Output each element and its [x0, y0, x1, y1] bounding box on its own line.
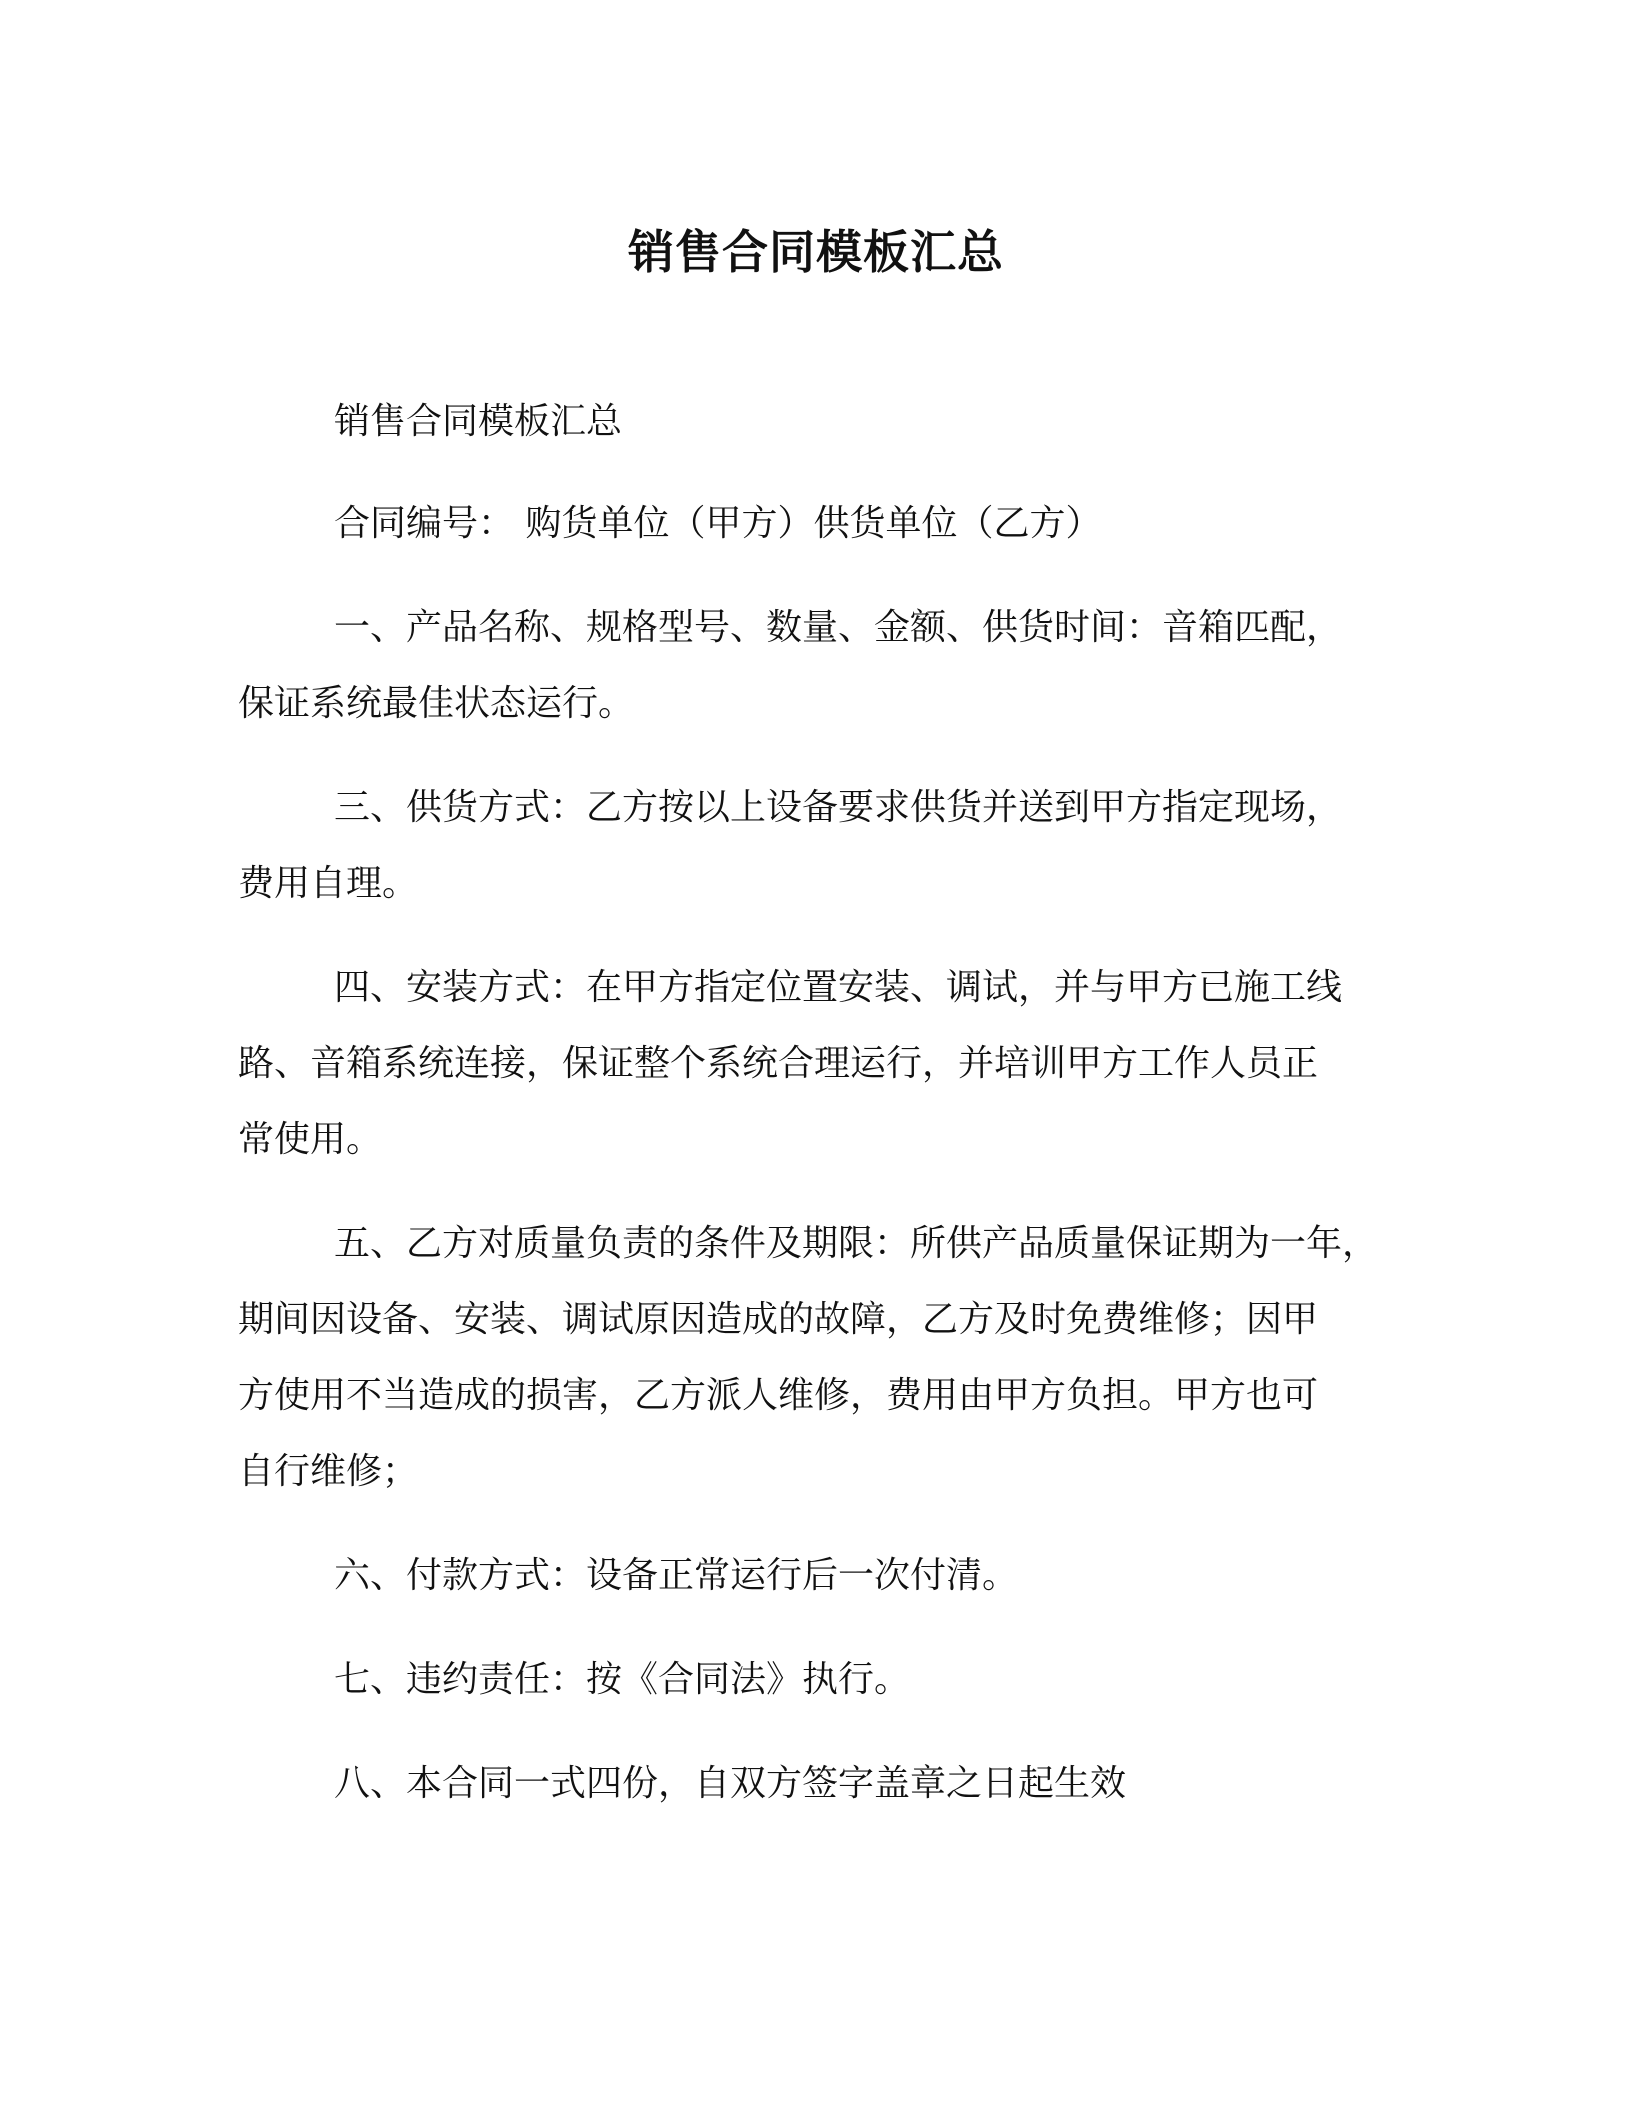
document-title: 销售合同模板汇总: [628, 225, 1004, 279]
clause-7-line: 七、违约责任：按《合同法》执行。: [334, 1659, 911, 1700]
clause-5-line-2: 期间因设备、安装、调试原因造成的故障，乙方及时免费维修；因甲: [238, 1299, 1319, 1340]
clause-1-line-1: 一、产品名称、规格型号、数量、金额、供货时间：音箱匹配，: [334, 607, 1343, 648]
clause-3-line-1: 三、供货方式：乙方按以上设备要求供货并送到甲方指定现场，: [334, 787, 1343, 828]
clause-8-line: 八、本合同一式四份，自双方签字盖章之日起生效: [334, 1763, 1127, 1804]
subtitle-line: 销售合同模板汇总: [334, 401, 623, 442]
clause-3-line-2: 费用自理。: [238, 863, 419, 904]
clause-5-line-3: 方使用不当造成的损害，乙方派人维修，费用由甲方负担。甲方也可: [238, 1375, 1319, 1416]
contract-number-line: 合同编号： 购货单位（甲方）供货单位（乙方）: [334, 503, 1102, 544]
clause-4-line-2: 路、音箱系统连接，保证整个系统合理运行，并培训甲方工作人员正: [238, 1043, 1319, 1084]
clause-1-line-2: 保证系统最佳状态运行。: [238, 683, 635, 724]
clause-5-line-4: 自行维修；: [238, 1451, 419, 1492]
clause-6-line: 六、付款方式：设备正常运行后一次付清。: [334, 1555, 1019, 1596]
clause-5-line-1: 五、乙方对质量负责的条件及期限：所供产品质量保证期为一年，: [334, 1223, 1379, 1264]
clause-4-line-1: 四、安装方式：在甲方指定位置安装、调试，并与甲方已施工线: [334, 967, 1343, 1008]
clause-4-line-3: 常使用。: [238, 1119, 383, 1160]
